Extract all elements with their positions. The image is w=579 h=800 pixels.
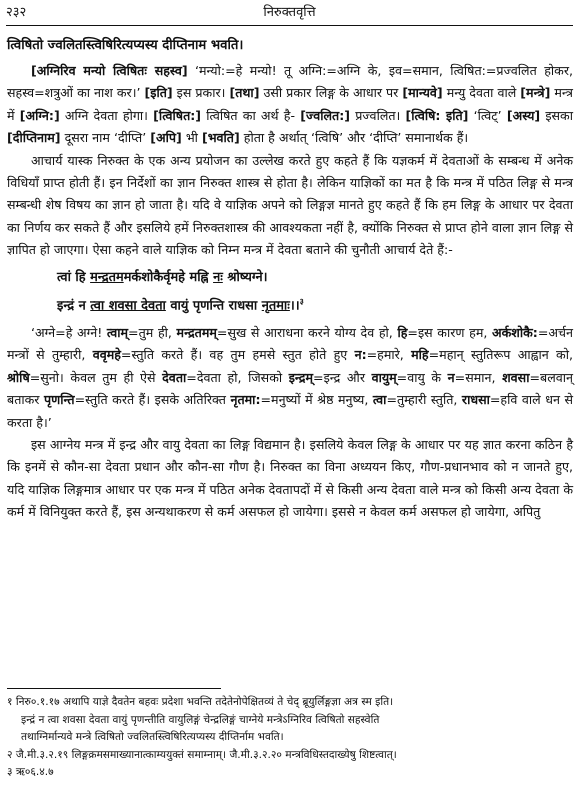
gloss-text: अग्नि देवता होगा। — [59, 107, 154, 123]
main-text — [7, 30, 573, 524]
translation-term: देवता — [162, 369, 187, 385]
translation-term: पृणन्ति — [43, 392, 75, 408]
footnote-marker: ३ — [299, 296, 304, 306]
translation-text: =अर्चन मन्त्रों से तुम्हारी, — [7, 324, 574, 363]
translation-text: =देवता हो, जिसको — [186, 369, 289, 385]
translation-text: ‘अग्ने=हे अग्ने! — [31, 324, 107, 340]
gloss-term: [अग्निरिव मन्यो त्विषितः सहस्व] — [31, 63, 188, 78]
verse-text: मर्कशोकैर्वृमहे मह्नि — [123, 269, 214, 285]
footnote-3: ३ ऋ०६.४.७ — [7, 766, 54, 779]
translation-term: न — [447, 369, 455, 385]
footnote-2: २ जै.मी.३.२.१९ लिङ्गक्रमसमाख्यानात्काम्ययुक्तं समाम्नाम्। जै.मी.३.२.२० मन्त्रविधिस्तदाख्येषु शिष्टत्वात्। — [7, 748, 397, 761]
verse-text: इन्द्रं न — [57, 297, 91, 313]
translation-text: =सुख से आराधना करने योग्य देव हो, — [216, 324, 398, 340]
translation-text: =तुम्हारी स्तुति, — [386, 392, 462, 408]
gloss-text: दूसरा नाम ‘दीप्ति’ — [60, 130, 151, 146]
lead-sentence: त्विषितो ज्वलितस्त्विषिरित्यप्यस्य दीप्तिनाम भवति। — [7, 38, 244, 53]
translation-term: हि — [397, 324, 408, 340]
verse-underlined: मन्द्रतम — [90, 269, 124, 285]
translation-text: =मनुष्यों में श्रेष्ठ मनुष्य, — [260, 392, 373, 408]
gloss-term: [त्विषित:] — [153, 107, 202, 123]
translation-term: त्वाम् — [106, 324, 129, 340]
footnote-1: १ निरु०.१.१७ अथापि याज्ञे दैवतेन बहवः प्रदेशा भवन्ति तदेतेनोपेक्षितव्यं ते चेद् ब्रूयुर्लिङ्गज्ञा अत्र स्म इति। — [7, 696, 394, 708]
page-header — [6, 2, 573, 24]
gloss-text: भी — [181, 130, 202, 146]
gloss-term: [अस्य] — [506, 107, 541, 123]
gloss-text: ‘त्विट्’ — [468, 107, 507, 123]
translation-text: =महान् स्तुतिरूप आह्वान को, — [428, 347, 573, 363]
footnote-1-cont: इन्द्रं न त्वा शवसा देवता वायुं पृणन्तीति वायुलिङ्गं चेन्द्रलिङ्गं चाग्नेये मन्त्रेऽग्निरिव त्विषितो सहस्वेति — [21, 713, 380, 726]
translation-text: =सुनो। केवल तुम ही ऐसे — [29, 369, 163, 385]
gloss-term: [मान्यवे] — [402, 85, 443, 101]
translation-term: राधसा — [461, 392, 490, 408]
translation-text: =बलवान् बताकर — [7, 369, 573, 408]
translation-term: श्रोषि — [7, 369, 30, 385]
verse-line-1 — [57, 266, 573, 290]
gloss-term: [इति] — [144, 85, 173, 101]
gloss-term: [अपि] — [150, 130, 182, 146]
footnote-rule — [7, 688, 221, 689]
translation-text: =हमारे, — [366, 347, 412, 363]
gloss-text: ‘मन्यो:=हे मन्यो! तू अग्नि:=अग्नि के, इव=समान, त्विषित:=प्रज्वलित होकर, सहस्व=शत्रुओं का नाश कर।’ — [7, 63, 573, 101]
running-title: निरुक्तवृत्ति — [263, 5, 316, 20]
gloss-text: प्रज्वलित। — [349, 107, 406, 123]
footnote-1-cont: तथाग्निर्मान्यवे मन्त्रे त्विषितो ज्वलितस्त्विषिरित्यप्यस्य दीप्तिर्नाम भवति। — [21, 731, 284, 744]
gloss-term: [दीप्तिनाम] — [7, 130, 61, 146]
translation-text: =इन्द्र और — [313, 369, 372, 385]
translation-term: ववृमहे — [92, 347, 121, 363]
paragraph-conclusion: इस आग्नेय मन्त्र में इन्द्र और वायु देवता का लिङ्ग विद्यमान है। इसलिये केवल लिङ्ग के आधार पर यह ज्ञात करना कठिन है कि इनमें से कौन-सा देवता प्रधान और कौन-सा गौण है। निरुक्त का विना अध्ययन किए, गौण-प्रधानभाव को न जानते हुए, यदि याज्ञिक लिङ्गमात्र आधार पर एक मन्त्र में पठित अनेक देवतापदों में से किसी अन्य देवता वाले मन्त्र को किसी अन्य देवता के कर्म में विनियुक्त करते हैं, इस अन्यथाकरण से कर्म असफल हो जायेगा। इससे न केवल कर्म असफल हो जायेगा, अपितु — [7, 436, 573, 520]
translation-text: =स्तुति करते हैं। इसके अतिरिक्त — [74, 392, 231, 408]
verse-line-2 — [57, 290, 573, 318]
translation-term: नृतमा: — [230, 392, 261, 408]
paragraph-gloss — [7, 60, 573, 150]
translation-term: मन्द्रतमम् — [176, 324, 217, 340]
translation-text: =वायु के — [396, 369, 448, 385]
gloss-text: उसी प्रकार लिङ्ग के आधार पर — [259, 85, 403, 101]
translation-text: =स्तुति करते हैं। वह तुम हमसे स्तुत होते हुए — [120, 347, 355, 363]
gloss-text: होता है अर्थात् ‘त्विषि’ और ‘दीप्ति’ समानार्थक हैं। — [239, 130, 469, 146]
translation-term: अर्कशोकै: — [492, 324, 538, 340]
page-number: २३२ — [6, 5, 27, 20]
translation-term: वायुम् — [371, 369, 397, 385]
gloss-text: इसका — [540, 107, 573, 123]
translation-term: त्वा — [372, 392, 387, 408]
verse-text: ।। — [289, 297, 300, 313]
translation-text: =इस कारण हम, — [407, 324, 493, 340]
gloss-text: इस प्रकार। — [172, 85, 230, 101]
verse-underlined: नः — [213, 269, 223, 285]
translation-text: =समान, — [454, 369, 503, 385]
gloss-term: [मन्त्रे] — [520, 85, 551, 101]
paragraph-translation — [7, 322, 573, 434]
translation-term: इन्द्रम् — [288, 369, 314, 385]
gloss-term: [अग्नि:] — [19, 107, 60, 123]
verse-underlined: त्वा शवसा देवता — [90, 297, 166, 313]
gloss-term: [तथा] — [229, 85, 260, 101]
translation-text: =हवि वाले धन से करता है।’ — [7, 392, 573, 430]
gloss-text: त्विषित का अर्थ है- — [201, 107, 301, 123]
header-rule — [6, 25, 573, 26]
footnotes — [7, 694, 573, 782]
verse-text: वायुं पृणन्ति राधसा — [165, 297, 262, 313]
gloss-text: मन्यु देवता वाले — [442, 85, 521, 101]
gloss-term: [ज्वलित:] — [300, 107, 350, 123]
translation-term: महि — [411, 347, 429, 363]
paragraph-discussion: आचार्य यास्क निरुक्त के एक अन्य प्रयोजन का उल्लेख करते हुए कहते हैं कि यज्ञकर्म में देवताओं के सम्बन्ध में अनेक विधियाँ प्राप्त होती हैं। इन निर्देशों का ज्ञान निरुक्त शास्त्र से होता है। लेकिन याज्ञिकों का मत है कि मन्त्र में पठित लिङ्ग से मन्त्र सम्बन्धी शेष विषय का ज्ञान हो जाता है। यदि वे याज्ञिक अपने को लिङ्गज्ञ मानते हुए कहते हैं कि हम लिङ्ग के आधार पर देवता का निर्णय कर सकते हैं और इसलिये हमें निरुक्तशास्त्र की आवश्यकता नहीं है, क्योंकि निरुक्त से प्राप्त होने वाला ज्ञान लिङ्ग से ज्ञापित हो जाएगा। ऐसा कहने वाले याज्ञिक को निम्न मन्त्र में देवता बताने की चुनौती आचार्य देते हैं:- — [7, 152, 573, 258]
gloss-term: [भवति] — [201, 130, 240, 146]
translation-text: =तुम ही, — [128, 324, 177, 340]
gloss-text: मन्त्र में — [7, 85, 573, 123]
verse-underlined: नृतमाः — [261, 297, 290, 313]
verse-text: श्रोष्यग्ने। — [222, 269, 268, 285]
translation-term: न: — [354, 347, 367, 363]
verse-text: त्वां हि — [57, 269, 91, 285]
gloss-term: [त्विषि: इति] — [405, 107, 469, 123]
translation-term: शवसा — [502, 369, 530, 385]
